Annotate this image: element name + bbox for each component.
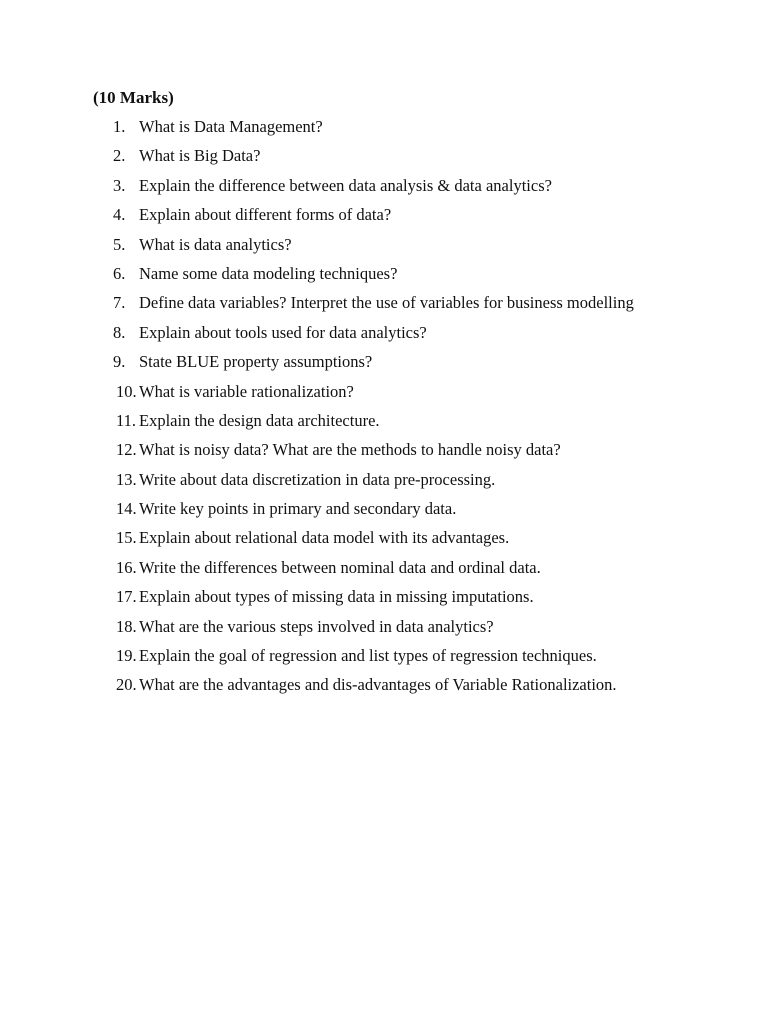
question-text: Write the differences between nominal data and ordinal data.	[139, 557, 541, 577]
question-text: What is data analytics?	[139, 234, 292, 254]
question-number: 15.	[116, 528, 137, 548]
marks-heading: (10 Marks)	[93, 88, 174, 107]
question-text: What is noisy data? What are the methods to handle noisy data?	[139, 440, 561, 460]
question-text: Define data variables? Interpret the use of variables for business modelling	[139, 293, 634, 313]
question-text: State BLUE property assumptions?	[139, 352, 373, 372]
question-text: What is Data Management?	[139, 117, 323, 136]
question-number: 14.	[116, 499, 137, 519]
question-text: Name some data modeling techniques?	[139, 263, 398, 283]
question-text: Explain about types of missing data in missing imputations.	[139, 587, 534, 607]
question-text: What is Big Data?	[139, 146, 261, 166]
question-text: Write about data discretization in data pre-processing.	[139, 469, 496, 489]
question-text: Explain the design data architecture.	[139, 410, 380, 430]
question-text: What are the advantages and dis-advantages of Variable Rationalization.	[139, 675, 617, 695]
question-number: 19.	[116, 646, 137, 666]
question-number: 5.	[113, 234, 126, 254]
question-number: 2.	[113, 146, 126, 166]
question-number: 6.	[113, 263, 126, 283]
question-text: Explain the goal of regression and list types of regression techniques.	[139, 646, 597, 666]
question-text: Explain about relational data model with its advantages.	[139, 528, 510, 548]
question-number: 16.	[116, 557, 137, 577]
question-text: Explain about tools used for data analytics?	[139, 322, 427, 342]
question-text: Write key points in primary and secondary data.	[139, 499, 457, 519]
question-text: What is variable rationalization?	[139, 381, 354, 401]
question-text: Explain about different forms of data?	[139, 205, 392, 225]
question-number: 7.	[113, 293, 126, 313]
question-number: 11.	[116, 410, 137, 430]
question-number: 4.	[113, 205, 126, 225]
question-number: 12.	[116, 440, 137, 460]
question-number: 17.	[116, 587, 137, 607]
question-number: 9.	[113, 352, 126, 372]
question-text: Explain the difference between data analysis & data analytics?	[139, 175, 552, 195]
question-number: 10.	[116, 381, 137, 401]
question-number: 8.	[113, 322, 126, 342]
question-number: 20.	[116, 675, 137, 695]
question-number: 13.	[116, 469, 137, 489]
question-number: 1.	[113, 117, 126, 136]
question-text: What are the various steps involved in data analytics?	[139, 616, 494, 636]
question-number: 18.	[116, 616, 137, 636]
question-number: 3.	[113, 175, 126, 195]
